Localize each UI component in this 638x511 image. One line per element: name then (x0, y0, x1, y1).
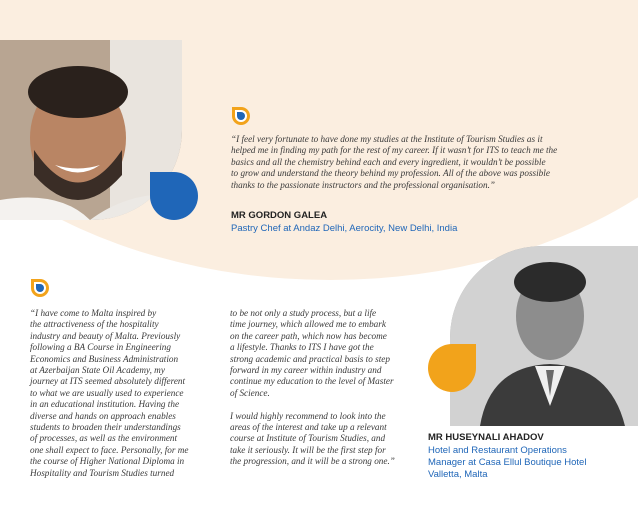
testimonial-1-role: Pastry Chef at Andaz Delhi, Aerocity, New Delhi, India (231, 223, 458, 234)
testimonial-2-quote-column-1: “I have come to Malta inspired by the attractiveness of the hospitality industry and beauty of Malta. Previously following a BA Course in Engineering Economics and Business Administration at Azerbaijan State Oil Academy, my journey at ITS seemed absolutely different to what we are usually used to experience in an educational institution. Having the diverse and hands on approach enables students to broaden their understandings of processes, as well as the environment one shall expect to face. Personally, for me the course of Higher National Diploma in Hospitality and Tourism Studies turned (30, 308, 189, 478)
quote-mark-icon (30, 278, 50, 298)
testimonial-2-name: MR HUSEYNALI AHADOV (428, 432, 544, 443)
testimonial-2-quote-column-2: to be not only a study process, but a life time journey, which allowed me to embark on the career path, which now has become a lifestyle. Thanks to ITS I have got the strong academic and practical basis to step forward in my career within industry and continue my education to the level of Master of Science. I would highly recommend to look into the areas of the interest and take up a relevant course at Institute of Tourism Studies, and take it seriously. It will be the first step for the progression, and it will be a strong one.” (230, 308, 395, 467)
testimonial-1-name: MR GORDON GALEA (231, 210, 328, 221)
decorative-blue-leaf (150, 172, 198, 220)
quote-mark-icon (231, 106, 251, 126)
testimonial-1-quote: “I feel very fortunate to have done my studies at the Institute of Tourism Studies as it helped me in finding my path for the rest of my career. If it wasn’t for ITS to teach me the basics and all the chemistry behind each and every ingredient, it wouldn’t be possible to grow and understand the theory behind my profession. All of the above was possible thanks to the passionate instructors and the professional organisation.” (231, 134, 558, 190)
portrait-illustration (450, 246, 638, 426)
testimonial-2-role: Hotel and Restaurant Operations Manager at Casa Ellul Boutique Hotel Valletta, Malta (428, 445, 587, 480)
decorative-orange-leaf (428, 344, 476, 392)
portrait-huseynali-ahadov (450, 246, 638, 426)
